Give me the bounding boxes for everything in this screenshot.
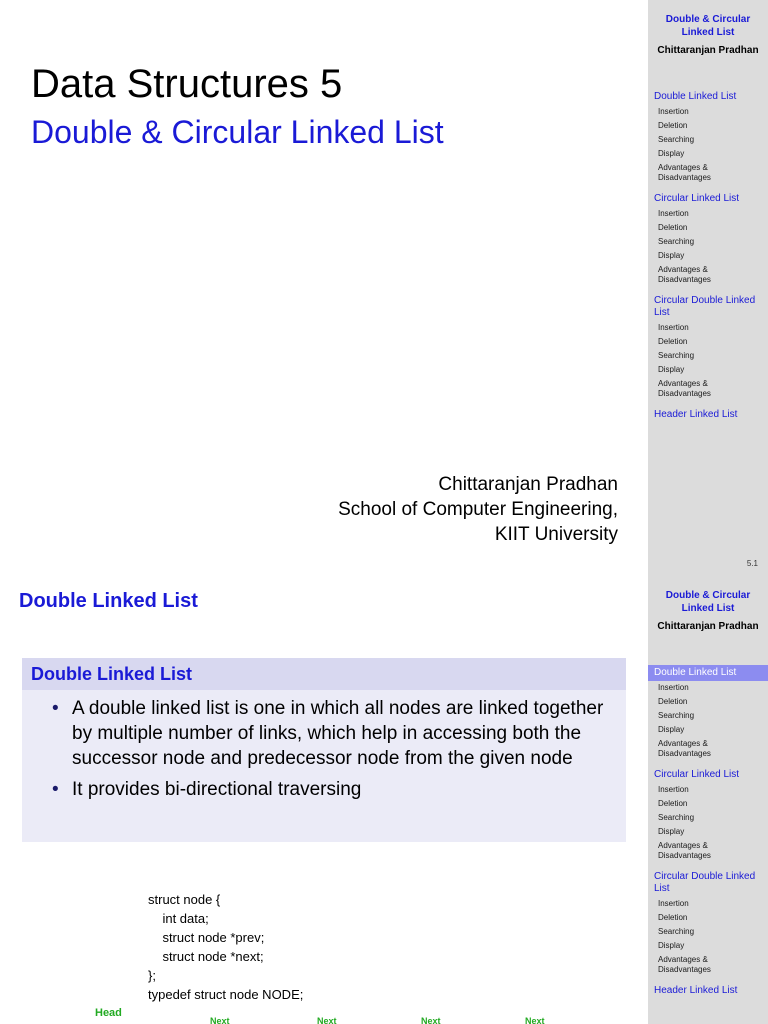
diagram-head-label: Head (95, 1007, 122, 1019)
slide-title: Data Structures 5 (31, 62, 343, 106)
code-line: typedef struct node NODE; (148, 987, 304, 1002)
sidebar-section-circular-double-linked-list[interactable] (648, 869, 768, 897)
bullet-text: It provides bi-directional traversing (72, 779, 362, 800)
author-name: Chittaranjan Pradhan (438, 474, 618, 495)
sidebar-item-deletion[interactable]: Deletion (658, 223, 688, 232)
sidebar-item-display[interactable]: Display (658, 149, 685, 158)
sidebar-item-deletion[interactable]: Deletion (658, 337, 688, 346)
sidebar-item-advantages-line-2: Disadvantages (658, 275, 711, 284)
sidebar-item-advantages-line-1: Advantages & (658, 739, 708, 748)
block-body (22, 690, 626, 842)
bullet-dot-icon: • (52, 698, 59, 719)
sidebar-item-insertion[interactable]: Insertion (658, 323, 689, 332)
sidebar-section-double-linked-list[interactable]: Double Linked List (654, 91, 737, 102)
frame-title: Double Linked List (19, 590, 198, 612)
sidebar-title-line-2: Linked List (681, 27, 735, 38)
sidebar (648, 576, 768, 1024)
sidebar-item-advantages[interactable] (648, 263, 768, 287)
diagram-next-label: Next (210, 1016, 230, 1024)
sidebar-item-searching[interactable]: Searching (658, 351, 695, 360)
sidebar-item-advantages-line-2: Disadvantages (658, 389, 711, 398)
slide-subtitle: Double & Circular Linked List (31, 114, 444, 150)
page-number: 5.1 (746, 559, 758, 568)
code-line: }; (148, 968, 156, 983)
sidebar-item-display[interactable]: Display (658, 725, 685, 734)
sidebar-item-deletion[interactable]: Deletion (658, 799, 688, 808)
code-line: int data; (148, 911, 209, 926)
sidebar (648, 0, 768, 576)
sidebar-item-display[interactable]: Display (658, 365, 685, 374)
sidebar-section-circular-double-linked-list[interactable] (648, 293, 768, 321)
sidebar-item-searching[interactable]: Searching (658, 927, 695, 936)
sidebar-title-line-1: Double & Circular (665, 590, 751, 601)
sidebar-section-circular-linked-list[interactable]: Circular Linked List (654, 769, 740, 780)
sidebar-item-advantages-line-2: Disadvantages (658, 173, 711, 182)
sidebar-item-advantages-line-1: Advantages & (658, 163, 708, 172)
sidebar-item-advantages[interactable] (648, 839, 768, 863)
sidebar-title-line-2: Linked List (681, 603, 735, 614)
sidebar-section-label-line-2: List (654, 883, 670, 894)
code-line: struct node *next; (148, 949, 264, 964)
sidebar-item-advantages-line-1: Advantages & (658, 955, 708, 964)
content-slide (0, 576, 768, 1024)
sidebar-item-deletion[interactable]: Deletion (658, 697, 688, 706)
sidebar-item-deletion[interactable]: Deletion (658, 913, 688, 922)
code-snippet (148, 890, 303, 1004)
sidebar-section-circular-linked-list[interactable]: Circular Linked List (654, 193, 740, 204)
definition-block (22, 658, 626, 842)
sidebar-title[interactable] (648, 589, 768, 615)
sidebar-section-header-linked-list[interactable]: Header Linked List (654, 985, 738, 996)
block-title: Double Linked List (22, 658, 626, 690)
sidebar-item-searching[interactable]: Searching (658, 135, 695, 144)
sidebar-item-insertion[interactable]: Insertion (658, 785, 689, 794)
bullet-item (52, 696, 614, 771)
sidebar-section-label-line-1: Circular Double Linked (654, 871, 756, 882)
diagram-next-label: Next (421, 1016, 441, 1024)
sidebar-section-label-line-1: Circular Double Linked (654, 295, 756, 306)
diagram-next-label: Next (525, 1016, 545, 1024)
sidebar-title-line-1: Double & Circular (665, 14, 751, 25)
code-line: struct node { (148, 892, 221, 907)
sidebar-item-advantages[interactable] (648, 737, 768, 761)
sidebar-item-advantages-line-1: Advantages & (658, 841, 708, 850)
bullet-item (52, 777, 614, 802)
sidebar-author: Chittaranjan Pradhan (657, 45, 759, 56)
sidebar-item-advantages[interactable] (648, 953, 768, 977)
bullet-dot-icon: • (52, 779, 59, 800)
sidebar-section-double-linked-list[interactable]: Double Linked List (648, 665, 768, 681)
sidebar-item-advantages-line-1: Advantages & (658, 265, 708, 274)
sidebar-nav (648, 665, 768, 999)
sidebar-item-searching[interactable]: Searching (658, 813, 695, 822)
sidebar-item-advantages-line-2: Disadvantages (658, 965, 711, 974)
sidebar-author: Chittaranjan Pradhan (657, 621, 759, 632)
sidebar-item-advantages-line-1: Advantages & (658, 379, 708, 388)
sidebar-item-insertion[interactable]: Insertion (658, 899, 689, 908)
sidebar-item-advantages[interactable] (648, 377, 768, 401)
diagram-next-label: Next (317, 1016, 337, 1024)
author-university: KIIT University (494, 524, 618, 545)
sidebar-item-display[interactable]: Display (658, 827, 685, 836)
sidebar-item-searching[interactable]: Searching (658, 237, 695, 246)
sidebar-item-insertion[interactable]: Insertion (658, 107, 689, 116)
sidebar-item-display[interactable]: Display (658, 251, 685, 260)
sidebar-item-advantages-line-2: Disadvantages (658, 851, 711, 860)
bullet-text: A double linked list is one in which all nodes are linked together by multiple number of links, which help in accessing both the successor node and predecessor node from the given node (72, 698, 604, 769)
author-school: School of Computer Engineering, (338, 499, 618, 520)
code-line: struct node *prev; (148, 930, 265, 945)
sidebar-item-insertion[interactable]: Insertion (658, 683, 689, 692)
sidebar-item-searching[interactable]: Searching (658, 711, 695, 720)
sidebar-item-advantages-line-2: Disadvantages (658, 749, 711, 758)
sidebar-nav (648, 89, 768, 423)
sidebar-title[interactable] (648, 13, 768, 39)
sidebar-section-label-line-2: List (654, 307, 670, 318)
sidebar-item-display[interactable]: Display (658, 941, 685, 950)
sidebar-item-advantages[interactable] (648, 161, 768, 185)
author-block (338, 472, 618, 547)
sidebar-item-deletion[interactable]: Deletion (658, 121, 688, 130)
sidebar-item-insertion[interactable]: Insertion (658, 209, 689, 218)
sidebar-section-header-linked-list[interactable]: Header Linked List (654, 409, 738, 420)
